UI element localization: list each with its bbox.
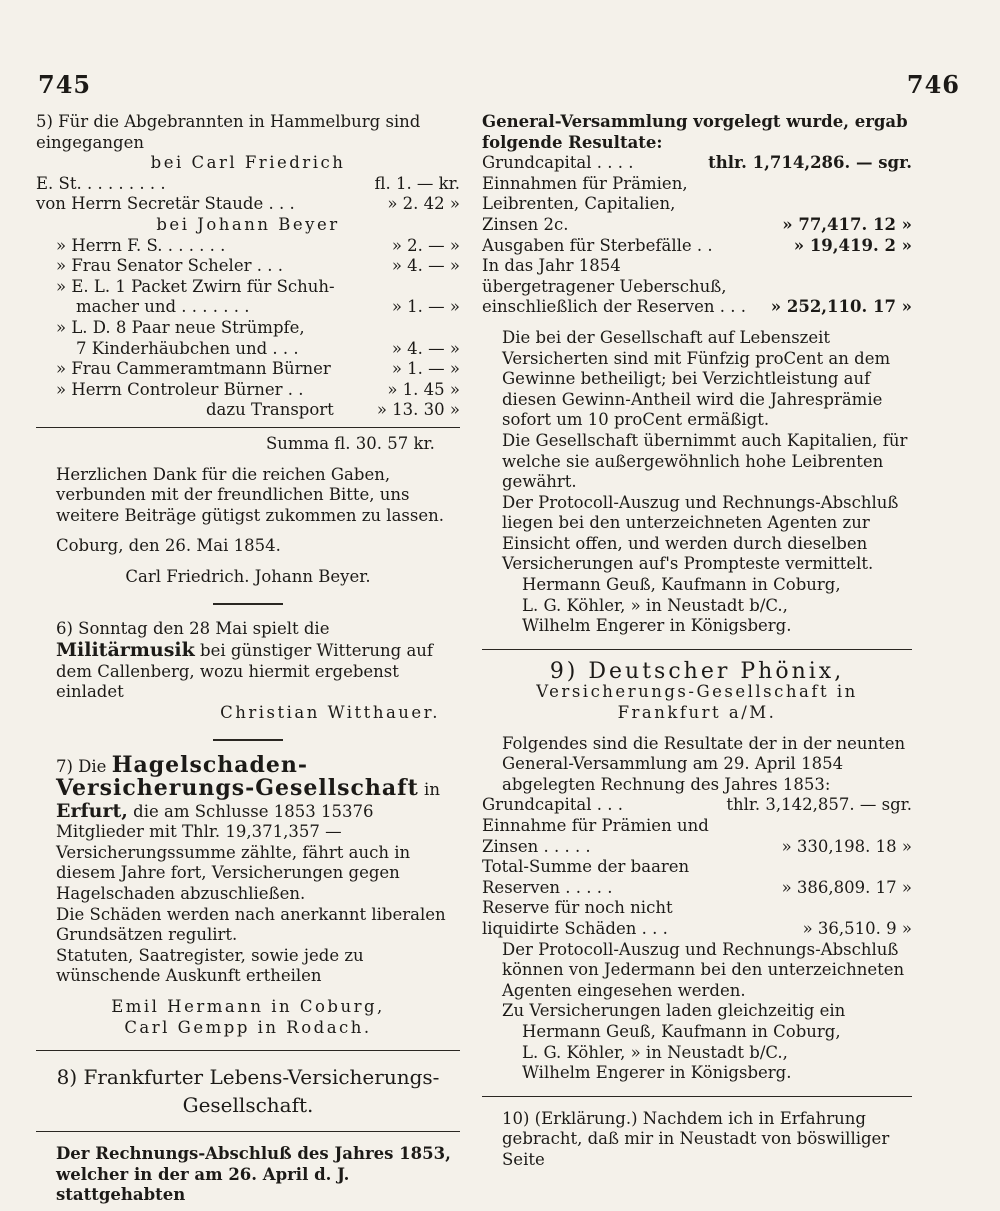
section-7-body-2: Die Schäden werden nach anerkannt liberalen Grundsätzen regulirt. (56, 904, 446, 945)
page-number-left: 745 (38, 70, 92, 99)
donation-row: 7 Kinderhäubchen und . . . » 4. — » (76, 338, 460, 358)
result-row: Total-Summe der baaren Reserven . . . . . » 386,809. 17 » (482, 857, 912, 897)
section-5-thanks: Herzlichen Dank für die reichen Gaben, verbunden mit der freundlichen Bitte, uns weitere Beiträge gütigst zukommen zu lassen. (56, 464, 444, 525)
donation-row: » L. D. 8 Paar neue Strümpfe, (56, 317, 305, 337)
section-9-body-3: Zu Versicherungen laden gleichzeitig ein (502, 1001, 846, 1021)
section-5-subheading-1: bei Carl Friedrich (150, 153, 346, 173)
donation-row: » Frau Senator Scheler . . . » 4. — » (56, 256, 460, 276)
section-9-signature-3: Wilhelm Engerer in Königsberg. (522, 1063, 792, 1083)
section-9-signature-2: L. G. Köhler, » in Neustadt b/C., (522, 1042, 788, 1062)
section-8-body-2: Die Gesellschaft übernimmt auch Kapitalien, für welche sie außergewöhnlich hohe Leibrenten gewährt. (502, 430, 908, 492)
section-8-signature-1: Hermann Geuß, Kaufmann in Coburg, (522, 575, 841, 595)
section-6: 6) Sonntag den 28 Mai spielt die Militärmusik bei günstiger Witterung auf dem Callenberg, wozu hiermit ergebenst einladet (56, 619, 434, 702)
section-8-signature-3: Wilhelm Engerer in Königsberg. (522, 616, 792, 636)
section-6-signature: Christian Witthauer. (220, 702, 440, 722)
section-9-subheading: Versicherungs-Gesellschaft in Frankfurt a/M. (536, 682, 858, 723)
result-row: Einnahme für Prämien und Zinsen . . . . . » 330,198. 18 » (482, 816, 912, 856)
section-divider (213, 739, 283, 741)
left-column (36, 112, 460, 1206)
donation-row: » Herrn F. S. . . . . . . » 2. — » (56, 235, 460, 255)
donation-row: macher und . . . . . . . » 1. — » (76, 297, 460, 317)
section-7-body-3: Statuten, Saatregister, sowie jede zu wünschende Auskunft ertheilen (56, 945, 364, 986)
section-5-subheading-2: bei Johann Beyer (156, 214, 340, 234)
transport-row: dazu Transport » 13. 30 » (206, 400, 460, 420)
section-divider (213, 603, 283, 605)
section-5-total: Summa fl. 30. 57 kr. (266, 433, 435, 453)
section-7-heading: 7) Die Hagelschaden-Versicherungs-Gesellschaft in Erfurt, die am Schlusse 1853 15376 Mitglieder mit Thlr. 19,371,357 — Versicherungssumme zählte, fährt auch in diesem Jahre fort, Versicherungen gegen Hagelschaden abzuschließen. (56, 752, 440, 903)
section-5-place-date: Coburg, den 26. Mai 1854. (56, 536, 281, 556)
section-divider (36, 1131, 460, 1132)
section-9-heading: 9) Deutscher Phönix, (549, 658, 845, 684)
result-row: Grundcapital . . . thlr. 3,142,857. — sgr. (482, 795, 912, 815)
section-divider (482, 1096, 912, 1097)
section-8-continued: General-Versammlung vorgelegt wurde, ergab folgende Resultate: (482, 112, 908, 152)
result-row: Grundcapital . . . . thlr. 1,714,286. — sgr. (482, 153, 912, 173)
result-row: Ausgaben für Sterbefälle . . » 19,419. 2 » (482, 235, 912, 255)
donation-row: » Herrn Controleur Bürner . . » 1. 45 » (56, 379, 460, 399)
result-row: In das Jahr 1854 übergetragener Ueberschuß, einschließlich der Reserven . . . » 252,110. 17 » (482, 256, 912, 317)
section-7-signature-1: Emil Hermann in Coburg, (111, 996, 385, 1016)
donation-row: » Frau Cammeramtmann Bürner » 1. — » (56, 359, 460, 379)
section-8-body: Der Rechnungs-Abschluß des Jahres 1853, welcher in der am 26. April d. J. stattgehabten (56, 1144, 451, 1205)
section-5-heading: 5) Für die Abgebrannten in Hammelburg sind eingegangen (36, 112, 421, 152)
section-5-signature: Carl Friedrich. Johann Beyer. (125, 566, 371, 586)
section-8-heading: 8) Frankfurter Lebens-Versicherungs-Gesellschaft. (56, 1065, 440, 1118)
section-9-body-1: Folgendes sind die Resultate der in der neunten General-Versammlung am 29. April 1854 abgelegten Rechnung des Jahres 1853: (502, 733, 906, 794)
section-10-text: 10) (Erklärung.) Nachdem ich in Erfahrung gebracht, daß mir in Neustadt von böswilliger Seite (502, 1108, 890, 1169)
section-8-body-3: Der Protocoll-Auszug und Rechnungs-Abschluß liegen bei den unterzeichneten Agenten zur Einsicht offen, und werden durch dieselben Versicherungen auf's Prompteste vermittelt. (502, 492, 899, 574)
section-8-signature-2: L. G. Köhler, » in Neustadt b/C., (522, 595, 788, 615)
section-divider (36, 1050, 460, 1051)
donation-row: von Herrn Secretär Staude . . . » 2. 42 » (36, 194, 460, 214)
section-8-body-1: Die bei der Gesellschaft auf Lebenszeit Versicherten sind mit Fünfzig proCent an dem Gewinne betheiligt; bei Verzichtleistung auf diesen Gewinn-Antheil wird die Jahresprämie sofort um 10 proCent ermäßigt. (502, 327, 891, 430)
right-column (482, 112, 912, 1171)
section-divider (482, 649, 912, 650)
result-row: Reserve für noch nicht liquidirte Schäden . . . » 36,510. 9 » (482, 898, 912, 938)
section-7-signature-2: Carl Gempp in Rodach. (124, 1017, 372, 1037)
sum-rule (36, 427, 460, 428)
hail-insurance-title: Hagelschaden-Versicherungs-Gesellschaft (56, 752, 419, 802)
result-row: Einnahmen für Prämien, Leibrenten, Capitalien, Zinsen 2c. » 77,417. 12 » (482, 173, 912, 234)
donation-row: » E. L. 1 Packet Zwirn für Schuh- (56, 276, 335, 296)
donation-row: E. St. . . . . . . . . fl. 1. — kr. (36, 173, 460, 193)
section-9-body-2: Der Protocoll-Auszug und Rechnungs-Abschluß können von Jedermann bei den unterzeichneten Agenten eingesehen werden. (502, 939, 905, 1000)
military-music-bold: Militärmusik (56, 639, 195, 662)
section-9-signature-1: Hermann Geuß, Kaufmann in Coburg, (522, 1021, 841, 1041)
page-number-right: 746 (906, 70, 960, 99)
